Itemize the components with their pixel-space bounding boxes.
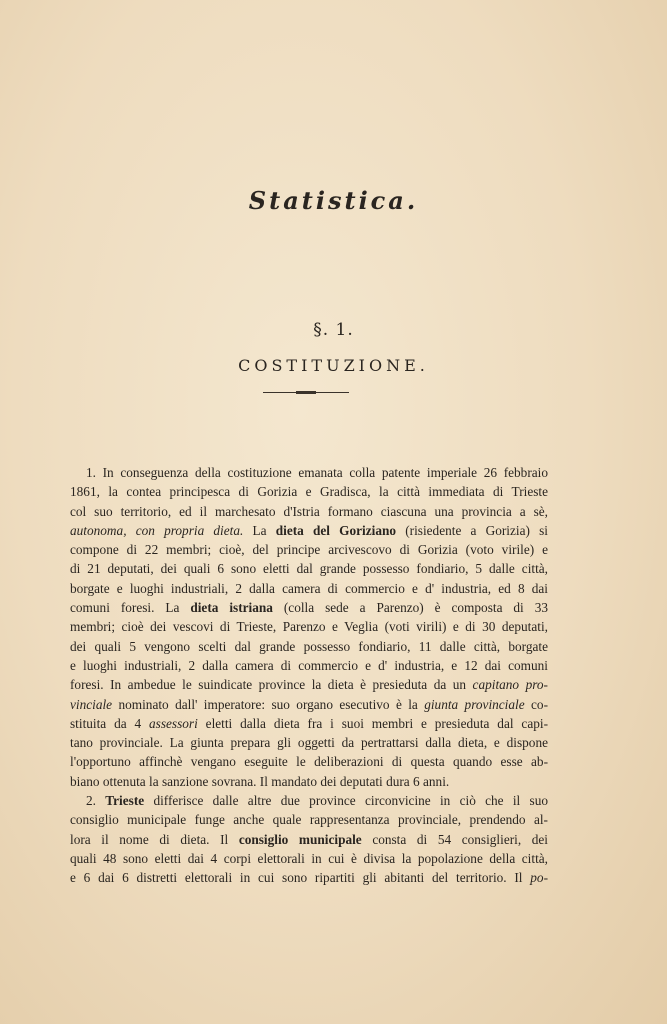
text-line: stituita da 4 assessori eletti dalla dieta fra i suoi membri e presieduta dal capi- (70, 715, 548, 731)
section-number: §. 1. (313, 320, 354, 340)
text-line: 1861, la contea principesca di Gorizia e Gradisca, la città immediata di Trieste (70, 484, 548, 500)
text-line: tano provinciale. La giunta prepara gli oggetti da pertrattarsi dalla dieta, e dispone (70, 735, 548, 751)
text-line: borgate e luoghi industriali, 2 dalla camera di commercio e d' industria, ed 8 dai (70, 580, 548, 596)
page-title: Statistica. (248, 186, 419, 215)
text-line: lora il nome di dieta. Il consiglio municipale consta di 54 consiglieri, dei (70, 831, 549, 847)
ornamental-rule-center (296, 391, 316, 394)
text-line: consiglio municipale funge anche quale rappresentanza provinciale, prendendo al- (70, 812, 548, 828)
text-line: l'opportuno affinchè vengano eseguite le deliberazioni di questa quando esse ab- (70, 754, 548, 770)
text-line: comuni foresi. La dieta istriana (colla sede a Parenzo) è composta di 33 (70, 600, 548, 616)
text-line: membri; cioè dei vescovi di Trieste, Parenzo e Veglia (voti virili) e di 30 deputati, (70, 619, 548, 635)
text-line: e luoghi industriali, 2 dalla camera di commercio e d' industria, e 12 dai comuni (70, 657, 548, 673)
text-line: autonoma, con propria dieta. La dieta del Goriziano (risiedente a Gorizia) si (70, 522, 548, 538)
text-line: biano ottenuta la sanzione sovrana. Il mandato dei deputati dura 6 anni. (70, 773, 450, 789)
body-text (70, 463, 548, 888)
text-line: e 6 dai 6 distretti elettorali in cui sono ripartiti gli abitanti del territorio. Il po- (70, 870, 548, 886)
text-line: 2. Trieste differisce dalle altre due province circonvicine in ciò che il suo (86, 793, 549, 809)
text-line: col suo territorio, ed il marchesato d'Istria formano ciascuna una provincia a sè, (70, 503, 548, 519)
text-line: di 21 deputati, dei quali 6 sono eletti dal grande possesso fondiario, 5 dalle città, (70, 561, 548, 577)
text-line: 1. In conseguenza della costituzione emanata colla patente imperiale 26 febbraio (86, 465, 548, 480)
section-heading: COSTITUZIONE. (238, 356, 429, 375)
text-line: dei quali 5 vengono scelti dal grande possesso fondiario, 11 dalle città, borgate (70, 638, 548, 654)
text-line: foresi. In ambedue le suindicate province la dieta è presieduta da un capitano pro- (70, 677, 548, 693)
text-line: vinciale nominato dall' imperatore: suo organo esecutivo è la giunta provinciale co- (70, 696, 548, 712)
text-line: compone di 22 membri; cioè, del principe arcivescovo di Gorizia (voto virile) e (70, 542, 548, 558)
text-line: quali 48 sono eletti dai 4 corpi elettorali in cui è divisa la popolazione della città, (70, 850, 548, 866)
